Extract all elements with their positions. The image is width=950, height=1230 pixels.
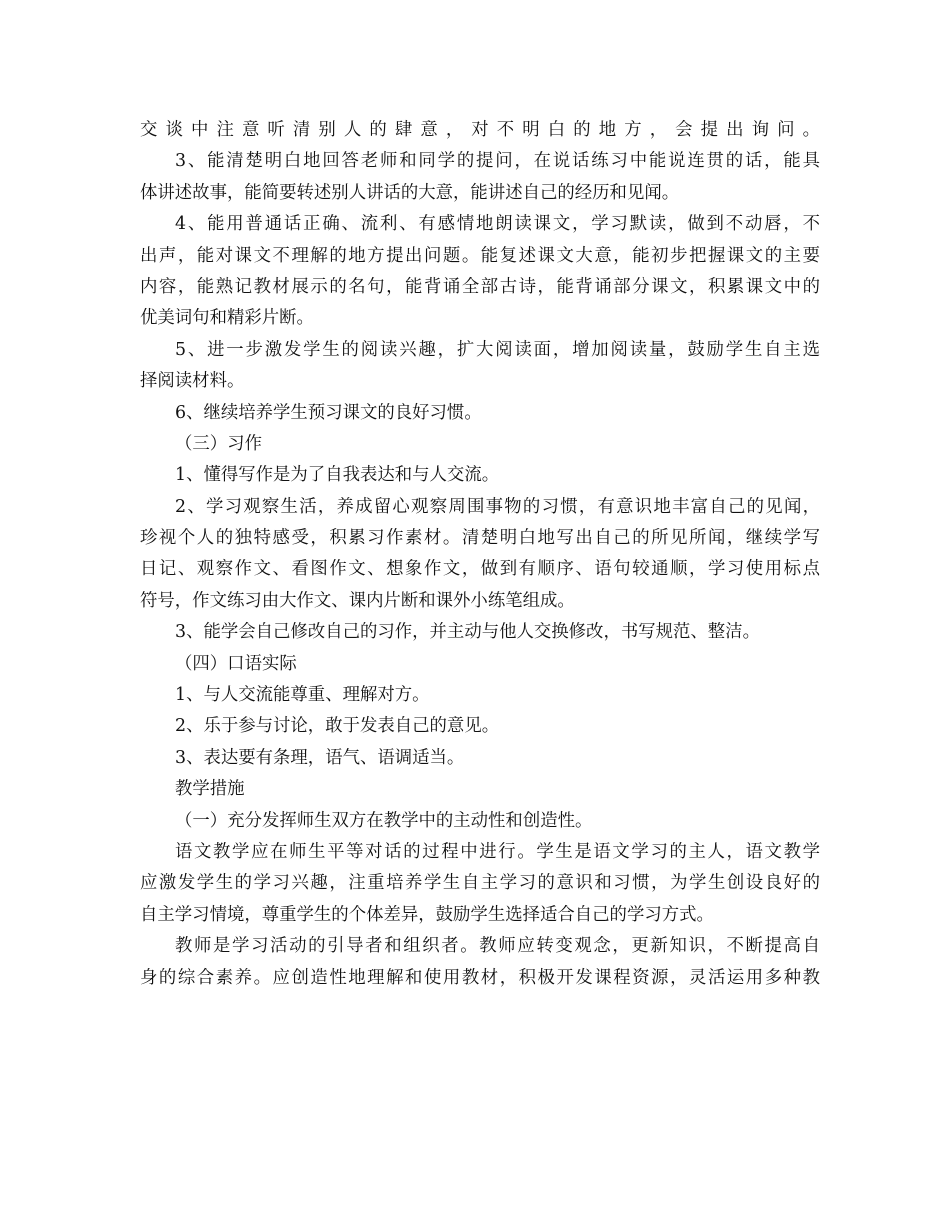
- paragraph-line: 内容，能熟记教材展示的名句，能背诵全部古诗，能背诵部分课文，积累课文中的: [140, 276, 820, 297]
- paragraph-line: 5、进一步激发学生的阅读兴趣，扩大阅读面，增加阅读量，鼓励学生自主选: [175, 339, 820, 360]
- paragraph-line: 4、能用普通话正确、流利、有感情地朗读课文，学习默读，做到不动唇，不: [175, 214, 820, 235]
- paragraph-line: 语文教学应在师生平等对话的过程中进行。学生是语文学习的主人，语文教学: [175, 841, 820, 862]
- section-heading: （一）充分发挥师生双方在教学中的主动性和创造性。: [175, 810, 593, 831]
- section-heading: 教学措施: [175, 779, 245, 800]
- paragraph-line: 应激发学生的学习兴趣，注重培养学生自主学习的意识和习惯，为学生创设良好的: [140, 873, 820, 894]
- paragraph-line: 出声，能对课文不理解的地方提出问题。能复述课文大意，能初步把握课文的主要: [140, 245, 820, 266]
- paragraph-line: 择阅读材料。: [140, 371, 245, 392]
- paragraph-line: 优美词句和精彩片断。: [140, 308, 314, 329]
- paragraph-line: 日记、观察作文、看图作文、想象作文，做到有顺序、语句较通顺，学习使用标点: [140, 559, 820, 580]
- paragraph-line: 1、懂得写作是为了自我表达和与人交流。: [175, 465, 500, 486]
- paragraph-line: 自主学习情境，尊重学生的个体差异，鼓励学生选择适合自己的学习方式。: [140, 904, 714, 925]
- paragraph-line: 6、继续培养学生预习课文的良好习惯。: [175, 402, 482, 423]
- paragraph-line: 3、表达要有条理，语气、语调适当。: [175, 747, 465, 768]
- paragraph-line: 符号，作文练习由大作文、课内片断和课外小练笔组成。: [140, 590, 575, 611]
- paragraph-line: 3、能清楚明白地回答老师和同学的提问，在说话练习中能说连贯的话，能具: [175, 151, 820, 172]
- document-body: [140, 115, 820, 994]
- section-heading: （四）口语实际: [175, 653, 297, 674]
- paragraph-line: 1、与人交流能尊重、理解对方。: [175, 685, 430, 706]
- paragraph-line: 交谈中注意听清别人的肆意，对不明白的地方，会提出询问。: [140, 120, 820, 140]
- paragraph-line: 身的综合素养。应创造性地理解和使用教材，积极开发课程资源，灵活运用多种教: [140, 967, 820, 988]
- paragraph-line: 2、学习观察生活，养成留心观察周围事物的习惯，有意识地丰富自己的见闻，: [175, 496, 820, 517]
- paragraph-line: 体讲述故事，能简要转述别人讲话的大意，能讲述自己的经历和见闻。: [140, 182, 680, 203]
- paragraph-line: 教师是学习活动的引导者和组织者。教师应转变观念，更新知识，不断提高自: [175, 936, 820, 957]
- paragraph-line: 3、能学会自己修改自己的习作，并主动与他人交换修改，书写规范、整洁。: [175, 622, 760, 643]
- paragraph-line: 珍视个人的独特感受，积累习作素材。清楚明白地写出自己的所见所闻，继续学写: [140, 528, 820, 549]
- paragraph-line: 2、乐于参与讨论，敢于发表自己的意见。: [175, 716, 500, 737]
- section-heading: （三）习作: [175, 433, 262, 454]
